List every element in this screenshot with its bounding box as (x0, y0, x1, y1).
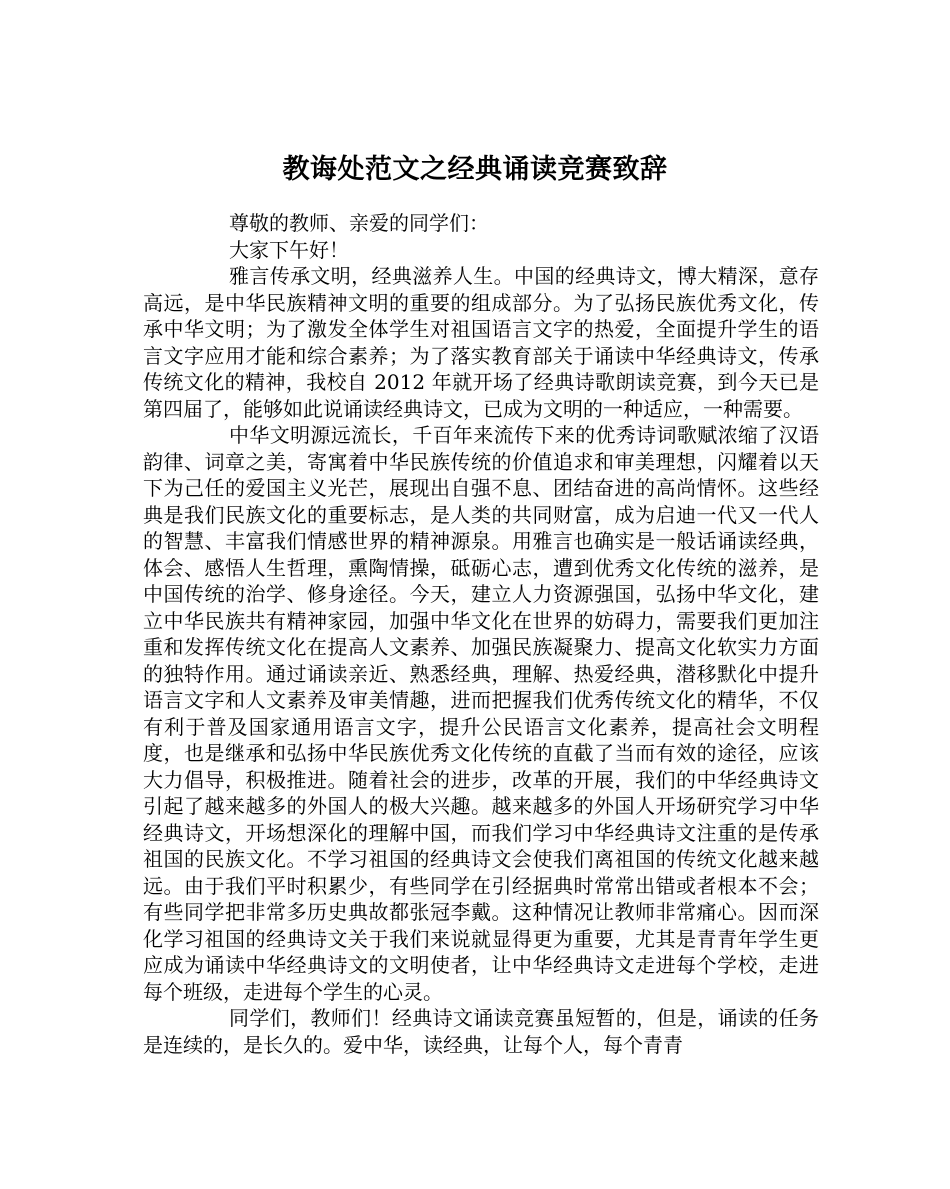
salutation: 尊敬的教师、亲爱的同学们： (229, 211, 489, 235)
paragraph: 同学们，教师们！经典诗文诵读竞赛虽短暂的，但是，诵读的任务是连续的，是长久的。爱中华，读经典，让每个人，每个青青 (143, 1006, 819, 1057)
paragraph: 中华文明源远流长，千百年来流传下来的优秀诗词歌赋浓缩了汉语韵律、词章之美，寄寓着中华民族传统的价值追求和审美理想，闪耀着以天下为己任的爱国主义光芒，展现出自强不息、团结奋进的高尚情怀。这些经典是我们民族文化的重要标志，是人类的共同财富，成为启迪一代又一代人的智慧、丰富我们情感世界的精神源泉。用雅言也确实是一般话诵读经典，体会、感悟人生哲理，熏陶情操，砥砺心志，遭到优秀文化传统的滋养，是中国传统的治学、修身途径。今天，建立人力资源强国，弘扬中华文化，建立中华民族共有精神家园，加强中华文化在世界的妨碍力，需要我们更加注重和发挥传统文化在提高人文素养、加强民族凝聚力、提高文化软实力方面的独特作用。通过诵读亲近、熟悉经典，理解、热爱经典，潜移默化中提升语言文字和人文素养及审美情趣，进而把握我们优秀传统文化的精华，不仅有利于普及国家通用语言文字，提升公民语言文化素养，提高社会文明程度，也是继承和弘扬中华民族优秀文化传统的直截了当而有效的途径，应该大力倡导，积极推进。随着社会的进步，改革的开展，我们的中华经典诗文引起了越来越多的外国人的极大兴趣。越来越多的外国人开场研究学习中华经典诗文，开场想深化的理解中国，而我们学习中华经典诗文注重的是传承祖国的民族文化。不学习祖国的经典诗文会使我们离祖国的传统文化越来越远。由于我们平时积累少，有些同学在引经据典时常常出错或者根本不会；有些同学把非常多历史典故都张冠李戴。这种情况让教师非常痛心。因而深化学习祖国的经典诗文关于我们来说就显得更为重要，尤其是青青年学生更应成为诵读中华经典诗文的文明使者，让中华经典诗文走进每个学校，走进每个班级，走进每个学生的心灵。 (143, 423, 819, 1004)
document-body (143, 210, 819, 1058)
greeting: 大家下午好！ (229, 237, 349, 262)
paragraph: 雅言传承文明，经典滋养人生。中国的经典诗文，博大精深，意存高远，是中华民族精神文明的重要的组成部分。为了弘扬民族优秀文化，传承中华文明；为了激发全体学生对祖国语言文字的热爱，全面提升学生的语言文字应用才能和综合素养；为了落实教育部关于诵读中华经典诗文，传承传统文化的精神，我校自 2012 年就开场了经典诗歌朗读竞赛，到今天已是第四届了，能够如此说诵读经典诗文，已成为文明的一种适应，一种需要。 (143, 264, 819, 421)
document-title: 教诲处范文之经典诵读竞赛致辞 (282, 154, 668, 186)
